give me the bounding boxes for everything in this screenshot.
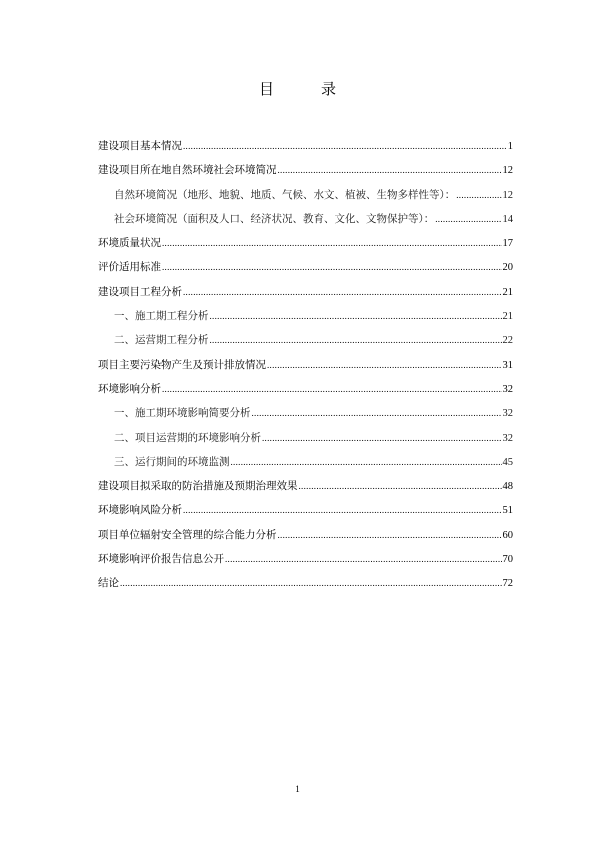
toc-leader-dots (183, 285, 502, 299)
toc-leader-dots (278, 528, 502, 542)
toc-entry-page: 32 (502, 408, 513, 420)
toc-entry-environment-overview[interactable] (98, 163, 513, 187)
toc-entry-text: 建设项目拟采取的防治措施及预期治理效果 (98, 480, 298, 493)
toc-leader-dots (183, 139, 507, 153)
toc-entry-basic-info[interactable] (98, 139, 513, 163)
toc-entry-text: 建设项目所在地自然环境社会环境简况 (98, 164, 277, 177)
table-of-contents (98, 139, 513, 601)
toc-entry-disclosure[interactable] (98, 552, 513, 576)
page-number: 1 (295, 784, 300, 794)
toc-entry-page: 32 (502, 432, 513, 444)
toc-entry-text: 环境影响评价报告信息公开 (98, 553, 224, 566)
toc-entry-text: 建设项目基本情况 (98, 140, 182, 152)
toc-entry-text: 二、运营期工程分析 (114, 334, 209, 347)
toc-entry-text: 项目主要污染物产生及预计排放情况 (98, 358, 266, 371)
page-title: 目 录 (258, 80, 352, 98)
toc-leader-dots (231, 455, 502, 469)
toc-entry-natural-environment[interactable] (98, 188, 513, 212)
toc-entry-page: 12 (502, 165, 513, 177)
toc-entry-page: 48 (502, 481, 513, 493)
toc-entry-page: 22 (502, 335, 513, 347)
toc-entry-pollutants[interactable] (98, 358, 513, 382)
toc-entry-page: 32 (502, 383, 513, 395)
toc-entry-page: 21 (502, 286, 513, 298)
toc-entry-environment-quality[interactable] (98, 236, 513, 260)
toc-entry-operation-analysis[interactable] (98, 333, 513, 357)
toc-leader-dots (456, 188, 501, 202)
toc-leader-dots (210, 333, 502, 347)
toc-entry-text: 社会环境简况（面积及人口、经济状况、教育、文化、文物保护等）： (114, 212, 435, 225)
toc-leader-dots (120, 576, 502, 590)
toc-entry-text: 二、项目运营期的环境影响分析 (114, 431, 261, 444)
toc-entry-text: 评价适用标准 (98, 261, 161, 274)
toc-entry-standards[interactable] (98, 260, 513, 284)
toc-leader-dots (162, 260, 502, 274)
toc-entry-page: 31 (502, 359, 513, 371)
toc-entry-page: 21 (502, 311, 513, 323)
toc-entry-page: 1 (507, 141, 513, 152)
toc-entry-page: 72 (502, 578, 513, 590)
toc-entry-operation-impact[interactable] (98, 431, 513, 455)
toc-entry-text: 结论 (98, 577, 119, 590)
toc-entry-engineering-analysis[interactable] (98, 285, 513, 309)
toc-entry-construction-analysis[interactable] (98, 309, 513, 333)
toc-entry-text: 建设项目工程分析 (98, 285, 182, 298)
toc-entry-social-environment[interactable] (98, 212, 513, 236)
toc-entry-monitoring[interactable] (98, 455, 513, 479)
toc-leader-dots (210, 309, 502, 323)
toc-entry-page: 51 (502, 505, 513, 517)
toc-entry-impact-analysis[interactable] (98, 382, 513, 406)
toc-entry-text: 环境质量状况 (98, 237, 161, 250)
toc-entry-construction-impact[interactable] (98, 406, 513, 430)
toc-leader-dots (162, 382, 502, 396)
toc-entry-text: 一、施工期工程分析 (114, 310, 209, 323)
toc-entry-page: 60 (502, 529, 513, 541)
toc-leader-dots (435, 212, 501, 226)
toc-leader-dots (252, 406, 502, 420)
toc-leader-dots (278, 163, 502, 177)
toc-leader-dots (225, 552, 502, 566)
toc-leader-dots (183, 503, 502, 517)
toc-entry-conclusion[interactable] (98, 576, 513, 600)
toc-entry-radiation-safety[interactable] (98, 528, 513, 552)
toc-entry-text: 三、运行期间的环境监测 (114, 455, 230, 468)
toc-entry-page: 12 (502, 189, 513, 201)
toc-entry-text: 环境影响分析 (98, 382, 161, 395)
toc-leader-dots (299, 479, 502, 493)
toc-entry-page: 20 (502, 262, 513, 274)
toc-entry-prevention-measures[interactable] (98, 479, 513, 503)
toc-leader-dots (267, 358, 502, 372)
toc-entry-page: 17 (502, 238, 513, 250)
toc-entry-page: 70 (502, 554, 513, 566)
toc-leader-dots (162, 236, 502, 250)
toc-entry-text: 项目单位辐射安全管理的综合能力分析 (98, 528, 277, 541)
toc-entry-page: 45 (502, 456, 513, 468)
toc-entry-page: 14 (502, 213, 513, 225)
toc-leader-dots (262, 431, 502, 445)
toc-entry-text: 环境影响风险分析 (98, 504, 182, 517)
toc-entry-text: 一、施工期环境影响简要分析 (114, 407, 251, 420)
toc-entry-text: 自然环境简况（地形、地貌、地质、气候、水文、植被、生物多样性等）： (114, 188, 456, 201)
toc-entry-risk-analysis[interactable] (98, 503, 513, 527)
